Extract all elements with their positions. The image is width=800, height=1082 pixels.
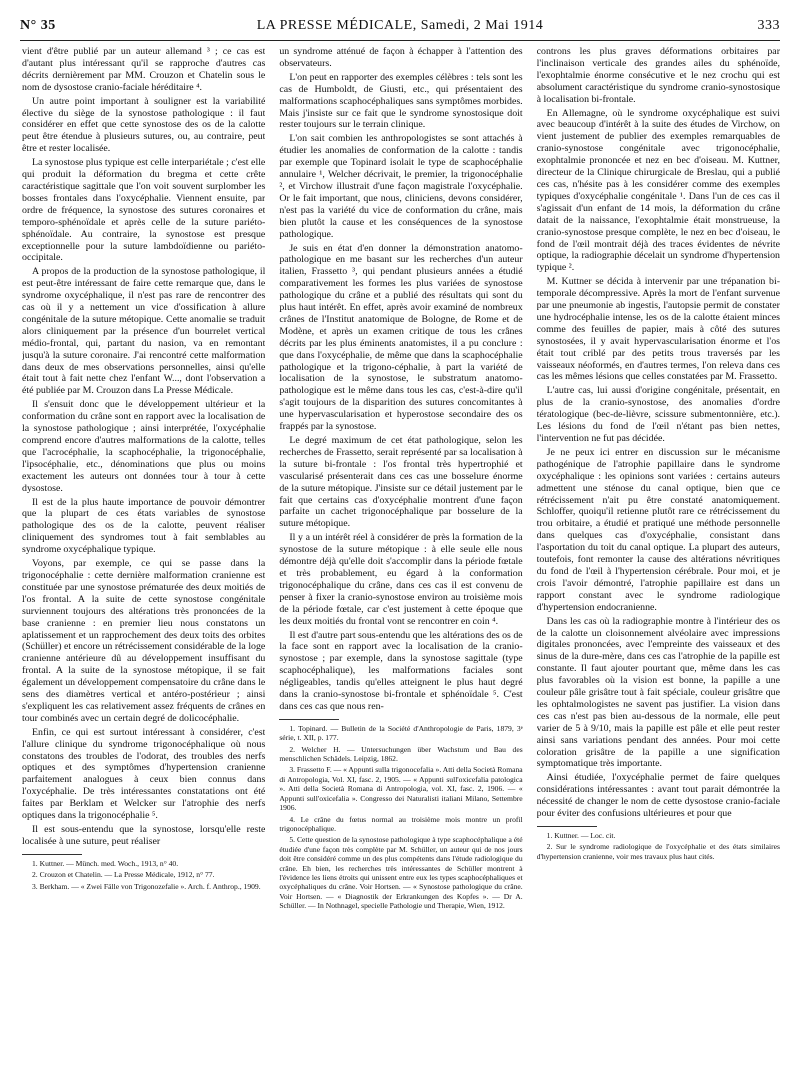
footnote: 4. Le crâne du fœtus normal au troisième mois montre un profil trigonocéphalique.: [279, 814, 523, 833]
paragraph: vient d'être publié par un auteur allemand ³ ; ce cas est d'autant plus intéressant qu'il se rapproche d'autres cas décrits dernièrement par MM. Crouzon et Chatelin sous le nom de dysostose cranio-faciale héréditaire ⁴.: [22, 46, 266, 93]
paragraph: L'on sait combien les anthropologistes se sont attachés à étudier les anomalies de conformation de la calotte : tandis par exemple que Topinard isolait le type de scaphocéphalie annulaire ¹, Welcher décrivait, le premier, la trigonocéphalie ², et Virchow illustrait d'une façon magistrale l'oxycéphalie. Or le fait important, que nous, cliniciens, devons considérer, n'est pas la variété du vice de conformation du crâne, mais bien plutôt la cause et les conséquences de la synostose pathologique.: [279, 133, 523, 240]
paragraph: L'autre cas, lui aussi d'origine congénitale, présentait, en plus de la cranio-synostose, des anomalies d'ordre tératologique (bec-de-lièvre, scissure submentonnière, etc.). Les lésions du fond de l'œil n'étant pas bien nettes, l'intervention ne fut pas décidée.: [536, 385, 780, 444]
paragraph: Je ne peux ici entrer en discussion sur le mécanisme pathogénique de l'atrophie papillaire dans le syndrome oxycéphalique : les opinions sont variées : certains auteurs admettent une sténose du canal optique, bien que ce rétrécissement n'ait pu être constaté anatomiquement. Schloffer, quoiqu'il retienne plutôt rare ce rétrécissement du trou orbitaire, a étudié et pratiqué une méthode personnelle dans quelques cas d'oxycéphalie, consistant dans l'asportation du toit du canal optique. La plupart des auteurs, toutefois, font remonter la cause des altérations névritiques du fond de l'œil à l'hypertension cérébrale. Pour moi, et je crois l'avoir démontré, l'atrophie papillaire est dans un rapport constant avec le syndrome radiologique d'hypertension endocranienne.: [536, 446, 780, 613]
footnote: 3. Frassetto F. — « Appunti sulla trigonocefalia ». Atti della Società Romana di Antropologia, Vol. XI, fasc. 2, 1905. — « Appunti sull'oxicefalia patologica ». Atti della Società Romana di Antropologia, vol. XI, fasc. 2, 1906. — « Appunti sull'oxicefalia ». Congresso dei Naturalisti italiani Milano, Settembre 1906.: [279, 765, 523, 813]
paragraph: Il est d'autre part sous-entendu que les altérations des os de la face sont en rapport avec la localisation de la cranio-synostose ; par exemple, dans la synostose sagittale (type scaphocéphalique), les malformations faciales sont négligeables, tandis qu'elles atteignent le plus haut degré dans la cranio-synostose bi-frontale et sphénoïdale ⁵. C'est dans ces cas que nous ren-: [279, 629, 523, 712]
paragraph: A propos de la production de la synostose pathologique, il est peut-être intéressant de faire cette remarque que, dans le syndrome oxycéphalique, il n'est pas rare de rencontrer des cas où il y a nettement un vice d'ossification à allure congénitale de la suture métopique. Cette anomalie se traduit alors cliniquement par la présence d'un bourrelet vertical médio-frontal, qui, partant du nasion, va en remontant jusqu'à la suture coronaire. J'ai rencontré cette malformation dans deux de mes observations personnelles, ainsi qu'elle était tout à fait nette chez l'enfant W..., dont l'observation a été publiée par M. Crouzon dans La Presse Médicale.: [22, 266, 266, 397]
paragraph: Enfin, ce qui est surtout intéressant à considérer, c'est l'allure clinique du syndrome trigonocéphalique où nous constatons des troubles de l'odorat, des troubles des nerfs optiques et des symptômes d'hypertension cranienne parfaitement analogues à ceux bien connus dans l'oxycéphalie. De très intéressantes constatations ont été faites par Berklam et Welcker sur l'atrophie des nerfs optiques dans la trigonocéphalie ⁵.: [22, 726, 266, 822]
journal-title: LA PRESSE MÉDICALE, Samedi, 2 Mai 1914: [256, 18, 544, 33]
column-1-body: [22, 46, 265, 1050]
paragraph: Voyons, par exemple, ce qui se passe dans la trigonocéphalie : cette dernière malformation cranienne est constituée par une synostose prématurée des deux moitiés de l'os frontal. A la suite de cette synostose congénitale surviennent toujours des altérations très prononcées de la base cranienne : en premier lieu nous constatons un aplatissement et un rapprochement des deux toits des orbites (Schüller) et encore un rétrécissement considérable de la loge cranienne antérieure dû au développement insuffisant du frontal. A la suite de la synostose métopique, il se fait également un développement compensatoire du crâne dans le sens des diamètres vertical et antéro-postérieur ; ainsi s'expliquent les cas relativement assez fréquents de crânes en tour combinés avec un certain degré de dolicocéphalie.: [22, 558, 266, 724]
column-3: [537, 46, 780, 1072]
paragraph: L'on peut en rapporter des exemples célèbres : tels sont les cas de Humboldt, de Giusti, etc., qui présentaient des malformations scaphocéphaliques sans symptômes morbides. Mais j'insiste sur ce fait que le syndrome synostosique doit rester toujours sur le terrain clinique.: [279, 71, 523, 131]
footnote: 1. Kuttner. — Münch. med. Woch., 1913, n° 40.: [32, 858, 179, 868]
paragraph: Ainsi étudiée, l'oxycéphalie permet de faire quelques considérations intéressantes : avant tout parait démontrée la nécessité de changer le nom de cette dysostose cranio-faciale pour éviter des confusions ultérieures et pour que: [536, 772, 780, 820]
footnote-rule: [22, 854, 82, 855]
footnote: 1. Topinard. — Bulletin de la Société d'Anthropologie de Paris, 1879, 3ᵉ série, t. XII, p. 177.: [279, 723, 523, 743]
paragraph: Il s'ensuit donc que le développement ultérieur et la conformation du crâne sont en rapport avec la localisation de la synostose pathologique ; ainsi interprétée, l'oxycéphalie comprend encore d'autres malformations de la calotte, telles que l'acrocéphalie, la scaphocéphalie, la trigonocéphalie, l'ipsocéphalie, etc., dénominations que plus ou moins exactement les auteurs ont données tour à tour à cette dysostose.: [22, 399, 266, 494]
article-columns: [22, 46, 780, 1072]
paragraph: En Allemagne, où le syndrome oxycéphalique est suivi avec beaucoup d'intérêt à la suite des études de Virchow, on vient justement de publier des exemples remarquables de cranio-synostose congénitale avec trigonocéphalie, exophtalmie prononcée et nez en bec d'oiseau. M. Kuttner, directeur de la Clinique chirurgicale de Breslau, qui a publié ces cas, n'hésite pas à les considérer comme des exemples typiques d'oxycéphalie congénitale ¹. Dans l'un de ces cas il s'agissait d'un enfant de 14 mois, la déformation du crâne datait de la naissance, l'exophtalmie était monstrueuse, la cranio-synostose presque complète, le nez en bec d'oiseau, le fond de l'œil montrait déjà des traces évidentes de névrite optique, la radiographie décelait un syndrome d'hypertension typique ².: [536, 107, 780, 274]
paragraph: Le degré maximum de cet état pathologique, selon les recherches de Frassetto, serait représenté par sa localisation à la suture bi-frontale : l'os frontal très hypertrophié et vascularisé présenterait dans ces cas une bosselure énorme de la suture métopique. J'insiste sur ce détail justement par le fait que certains cas d'oxycéphalie montrent d'une façon parfaite un cachet trigonocéphalique par bosselure de la suture métopique.: [279, 435, 523, 530]
footnote-rule: [279, 719, 339, 720]
footnote: 1. Kuttner. — Loc. cit.: [546, 831, 616, 840]
page-number: 333: [757, 18, 780, 33]
paragraph: Je suis en état d'en donner la démonstration anatomo-pathologique en me basant sur les recherches d'un auteur italien, Frassetto ³, qui pendant plusieurs années a étudié comparativement les formes les plus variées de synostose pathologique du crâne et a publié des résultats qui sont du plus haut intérêt. En effet, après avoir examiné de nombreux crânes de l'Institut anatomique de Bologne, de Rome et de Modène, et après un examen critique de tous les crânes décrits par les plus éminents anatomistes, il a pu conclure : que dans l'oxycéphalie, de même que dans la scaphocéphalie pathologique et la trigono-céphalie, à part la variété de localisation de la synostose, le substratum anatomo-pathologique est le même dans tous les cas, c'est-à-dire qu'il s'agit toujours de la disparition des sutures concomitantes à une hypervascularisation et hyperostose secondaire des os frappés par la synostose.: [279, 242, 523, 433]
footnote: 3. Berkham. — « Zwei Fälle von Trigonozefalie ». Arch. f. Anthrop., 1909.: [32, 881, 261, 891]
paragraph: Il est sous-entendu que la synostose, lorsqu'elle reste localisée à une suture, peut réaliser: [22, 824, 266, 847]
paragraph: controns les plus graves déformations orbitaires par l'inclinaison verticale des grandes ailes du sphénoïde, l'exophtalmie énorme consécutive et le nez crochu qui est absolument caractéristique du syndrome cranio-synostosique à localisation bi-frontale.: [536, 46, 780, 105]
column-1: [22, 46, 265, 1072]
running-header: [20, 18, 780, 41]
column-2: [279, 46, 522, 1072]
footnote: 5. Cette question de la synostose pathologique à type scaphocéphalique a été étudiée d'une façon très complète par M. Schüller, un auteur qui de nos jours doit être considéré comme un des plus compétents dans l'étude radiologique du crâne. Eh bien, les recherches très intéressantes de Schüller montrent à l'évidence les liens étroits qui unissent entre eux les types scaphocéphaliques et oxycéphaliques du crâne. Voir Hortsen. — « Synostose pathologique du crâne. Voir Hortsen. — « Diagnostik der Erkrankungen des Kopfes ». — Dr A. Schüller. — In Nothnagel, specielle Pathologie und Therapie, Wien, 1912.: [279, 835, 523, 911]
paragraph: Un autre point important à souligner est la variabilité élective du siège de la synostose pathologique : il faut considérer en effet que cette synostose des os de la calotte peut être étendue à plusieurs sutures, ou, au contraire, peut être et rester localisée.: [22, 95, 266, 155]
paragraph: Dans les cas où la radiographie montre à l'intérieur des os de la calotte un cloisonnement alvéolaire avec impressions digitales prononcées, avec l'empreinte des vaisseaux et des sinus de la dure-mère, dans ces cas l'atrophie de la papille est constante. Il faut ajouter pourtant que, même dans les cas plus favorables où la vision est bonne, la papille a une couleur pâle grisâtre tout à fait spéciale, couleur grisâtre que les ophtalmologistes ne savent pas justifier. La vision dans ces cas n'est pas bien au-dessous de la normale, elle peut varier de 5 à 9/10, mais la papille est pâle et elle peut rester ainsi sans variations pendant des années. Pour moi cette coloration grisâtre de la papille a une signification symptomatique très importante.: [536, 615, 780, 770]
footnote: 2. Sur le syndrome radiologique de l'oxycéphalie et des états similaires d'hypertension cranienne, voir mes travaux plus haut cités.: [536, 842, 780, 861]
footnote-rule: [537, 826, 597, 827]
paragraph: La synostose plus typique est celle interpariétale ; c'est elle qui produit la déformation du bregma et cette crête caractéristique sagittale que l'on voit souvent surplomber les bosses frontales dans l'oxycéphalie. Viennent ensuite, par ordre de fréquence, la synostose des sutures coronaires et temporo-sphénoïdale et après celle de la suture pariéto-sphénoïdale. Au contraire, la synostose est presque exceptionnelle pour la suture lambdoïdienne ou pariéto-occipitale.: [22, 157, 266, 264]
paragraph: M. Kuttner se décida à intervenir par une trépanation bi-temporale décompressive. Après la mort de l'enfant survenue par une pneumonie ab ingestis, l'autopsie permit de constater une hydrocéphalie intense, les os de la calotte étaient minces comme des feuilles de papier, mais à côté des sutures synostosées, il y avait hypervascularisation énorme et l'os était tout criblé par des petits trous traversés par les vaisseaux néoformés, en d'autres termes, l'on releva dans ces cas les mêmes lésions que celles constatées par M. Frassetto.: [536, 276, 780, 383]
paragraph: Il est de la plus haute importance de pouvoir démontrer que la plupart de ces états variables de synostose pathologique des os de la calotte, peuvent réaliser cliniquement des syndromes tout à fait semblables au syndrome oxycéphalique typique.: [22, 496, 266, 556]
paragraph: Il y a un intérêt réel à considérer de près la formation de la synostose de la suture métopique : à elle seule elle nous démontre déjà qu'elle doit s'accomplir dans la période fœtale et très probablement, eu égard à la conformation trigonocéphalique du crâne, dans ces cas il est convenu de penser à fixer la cranio-synostose environ au troisième mois de la période fœtale, car c'est justement à cette époque que les deux moitiés du frontal vont se rencontrer en coin ⁴.: [279, 532, 523, 627]
paragraph: un syndrome atténué de façon à échapper à l'attention des observateurs.: [279, 46, 523, 69]
issue-number: N° 35: [20, 18, 56, 33]
footnote: 2. Welcher H. — Untersuchungen über Wachstum und Bau des menschlichen Schädels. Leipzig, 1862.: [279, 744, 523, 764]
footnote: 2. Crouzon et Chatelin. — La Presse Médicale, 1912, n° 77.: [32, 870, 215, 880]
